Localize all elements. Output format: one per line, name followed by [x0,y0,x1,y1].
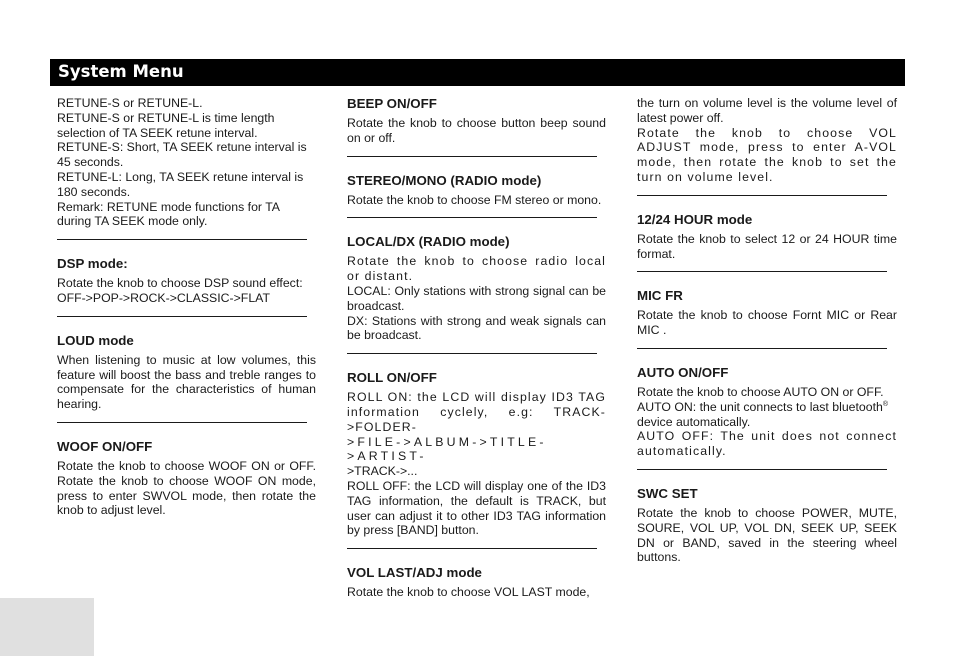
local-heading: LOCAL/DX (RADIO mode) [347,234,510,250]
stereo-heading: STEREO/MONO (RADIO mode) [347,172,542,188]
dsp-line: OFF->POP->ROCK->CLASSIC->FLAT [57,290,270,305]
vol-text-continued: the turn on volume level is the volume level of latest power off. [637,96,897,125]
loud-heading: LOUD mode [57,332,134,348]
registered-mark: ® [882,400,889,408]
retune-line: RETUNE-S: Short, TA SEEK retune interval is 45 seconds. [57,140,307,170]
roll-text-3: >TRACK->... [347,464,418,479]
woof-heading: WOOF ON/OFF [57,438,153,454]
divider [347,217,597,218]
divider [347,548,597,549]
divider [637,195,887,196]
swc-heading: SWC SET [637,485,698,501]
auto-line-2 [637,400,897,415]
retune-line: RETUNE-S or RETUNE-L. [57,96,203,110]
dsp-heading: DSP mode: [57,256,128,272]
dsp-text [57,276,316,306]
vol-text: Rotate the knob to choose VOL LAST mode, [347,585,590,600]
divider [637,469,887,470]
divider [637,348,887,349]
retune-text [57,96,316,229]
auto-heading: AUTO ON/OFF [637,364,729,380]
roll-text-2: >FILE->ALBUM->TITLE->ARTIST- [347,434,547,464]
column-1 [57,96,316,518]
hour-text: Rotate the knob to select 12 or 24 HOUR time format. [637,231,897,261]
vol-adjust-text: Rotate the knob to choose VOL ADJUST mode, press to enter A-VOL mode, then rotate the knob to set the turn on volume level. [637,125,897,184]
local-text-1: Rotate the knob to choose radio local or distant. [347,254,606,284]
swc-text: Rotate the knob to choose POWER, MUTE, SOURE, VOL UP, VOL DN, SEEK UP, SEEK DN or BAND, saved in the steering wheel buttons. [637,505,897,565]
page-corner-block [0,598,94,656]
column-2 [347,96,606,600]
retune-line: RETUNE-L: Long, TA SEEK retune interval is 180 seconds. [57,169,304,199]
retune-line: Remark: RETUNE mode functions for TA during TA SEEK mode only. [57,199,280,229]
vol-heading: VOL LAST/ADJ mode [347,565,482,581]
roll-text-1: ROLL ON: the LCD will display ID3 TAG information cyclely, e.g: TRACK- >FOLDER- [347,390,606,434]
local-text-3: DX: Stations with strong and weak signals can be broadcast. [347,313,606,343]
loud-text: When listening to music at low volumes, this feature will boost the bass and treble ranges to compensate for the characteristics of human hearing. [57,352,316,412]
beep-heading: BEEP ON/OFF [347,96,437,111]
divider [57,239,307,240]
retune-line: RETUNE-S or RETUNE-L is time length selection of TA SEEK retune interval. [57,110,275,140]
divider [347,353,597,354]
mic-text: Rotate the knob to choose Fornt MIC or Rear MIC . [637,308,897,338]
roll-off-text: ROLL OFF: the LCD will display one of the ID3 TAG information, the default is TRACK, but user can adjust it to other ID3 TAG information by press [BAND] button. [347,478,606,538]
auto-line-4: AUTO OFF: The unit does not connect automatically. [637,429,897,459]
auto-line-2-text: AUTO ON: the unit connects to last bluetooth [637,399,883,414]
woof-text: Rotate the knob to choose WOOF ON or OFF. Rotate the knob to choose WOOF ON mode, press to enter SWVOL mode, then rotate the knob to adjust level. [57,458,316,518]
divider [347,156,597,157]
page-title: System Menu [58,62,184,81]
roll-heading: ROLL ON/OFF [347,370,437,386]
mic-heading: MIC FR [637,288,683,304]
dsp-line: Rotate the knob to choose DSP sound effect: [57,276,303,291]
section-title-bar [50,59,905,86]
beep-text: Rotate the knob to choose button beep sound on or off. [347,116,606,145]
stereo-text: Rotate the knob to choose FM stereo or mono. [347,192,602,207]
local-text-2: LOCAL: Only stations with strong signal can be broadcast. [347,283,606,313]
hour-heading: 12/24 HOUR mode [637,211,753,227]
auto-line-3: device automatically. [637,414,751,429]
column-3 [637,96,897,565]
auto-line-1: Rotate the knob to choose AUTO ON or OFF. [637,384,884,399]
divider [637,271,887,272]
divider [57,422,307,423]
divider [57,316,307,317]
